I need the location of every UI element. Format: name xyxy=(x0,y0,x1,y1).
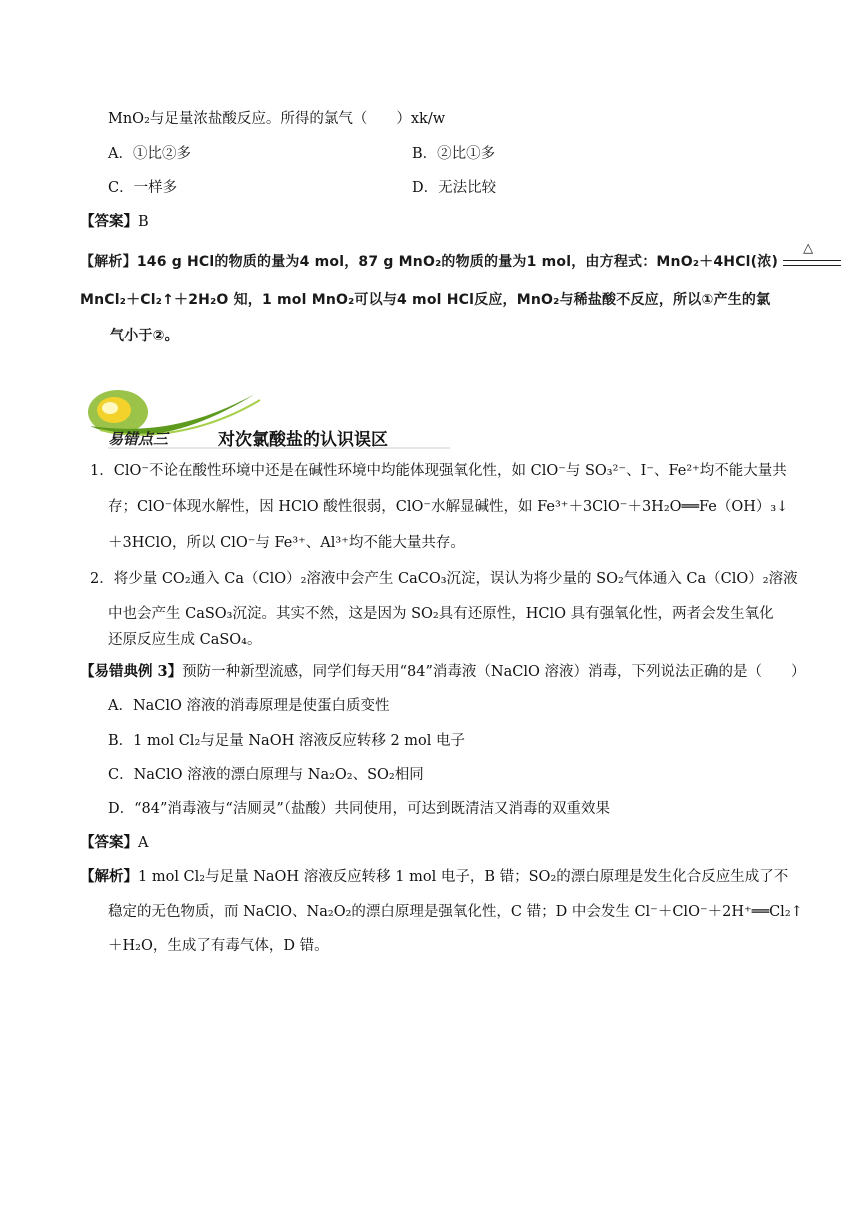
example-3-answer-row xyxy=(80,833,148,853)
example-3-explain-label: 【解析】 xyxy=(80,868,138,885)
example-3-explain-row xyxy=(80,867,788,887)
answer-value: B xyxy=(138,214,149,230)
answer-row xyxy=(80,212,149,232)
section-title: 对次氯酸盐的认识误区 xyxy=(218,430,388,450)
answer-label: 【答案】 xyxy=(80,213,138,230)
example-3-explain-line-1: 1 mol Cl₂与足量 NaOH 溶液反应转移 1 mol 电子，B 错；SO₂的漂白原理是发生化合反应生成了不 xyxy=(138,869,789,885)
explanation-line-1 xyxy=(80,241,841,271)
example-3-stem: 预防一种新型流感，同学们每天用“84”消毒液（NaClO 溶液）消毒，下列说法正确的是（ ） xyxy=(182,664,806,680)
option-c: C．一样多 xyxy=(108,180,178,196)
option-a: A．①比②多 xyxy=(108,146,191,162)
point-1-line-3: ＋3HClO，所以 ClO⁻与 Fe³⁺、Al³⁺均不能大量共存。 xyxy=(108,535,465,551)
point-2-line-3: 还原反应生成 CaSO₄。 xyxy=(108,632,262,648)
explanation-line-3: 气小于②。 xyxy=(110,328,179,344)
example-3-option-d: D．“84”消毒液与“洁厕灵”（盐酸）共同使用，可达到既清洁又消毒的双重效果 xyxy=(108,801,610,817)
point-1-line-1: 1．ClO⁻不论在酸性环境中还是在碱性环境中均能体现强氧化性，如 ClO⁻与 SO₃²⁻、I⁻、Fe²⁺均不能大量共 xyxy=(90,463,787,479)
example-3-option-c: C．NaClO 溶液的漂白原理与 Na₂O₂、SO₂相同 xyxy=(108,767,424,783)
point-2-line-2: 中也会产生 CaSO₃沉淀。其实不然，这是因为 SO₂具有还原性，HClO 具有强氧化性，两者会发生氧化 xyxy=(108,606,774,622)
example-3-explain-line-3: ＋H₂O，生成了有毒气体，D 错。 xyxy=(108,938,329,954)
explanation-text-1: 146 g HCl的物质的量为4 mol，87 g MnO₂的物质的量为1 mol，由方程式：MnO₂＋4HCl(浓) xyxy=(136,254,779,270)
section-label: 易错点三 xyxy=(108,430,169,448)
option-d: D．无法比较 xyxy=(412,180,497,196)
point-1-line-2: 存；ClO⁻体现水解性，因 HClO 酸性很弱，ClO⁻水解显碱性，如 Fe³⁺＋3ClO⁻＋3H₂O══Fe（OH）₃↓ xyxy=(108,499,789,515)
example-3-stem-row xyxy=(80,662,805,682)
question-stem-tail: MnO₂与足量浓盐酸反应。所得的氯气（ ）xk/w xyxy=(108,111,446,127)
example-3-explain-line-2: 稳定的无色物质，而 NaClO、Na₂O₂的漂白原理是强氧化性，C 错；D 中会发生 Cl⁻＋ClO⁻＋2H⁺══Cl₂↑ xyxy=(108,904,803,920)
example-3-option-b: B．1 mol Cl₂与足量 NaOH 溶液反应转移 2 mol 电子 xyxy=(108,733,466,749)
explanation-line-2: MnCl₂＋Cl₂↑＋2H₂O 知，1 mol MnO₂可以与4 mol HCl反应，MnO₂与稀盐酸不反应，所以①产生的氯 xyxy=(80,292,771,308)
example-3-answer-label: 【答案】 xyxy=(80,834,138,851)
explanation-image xyxy=(80,241,814,345)
example-3-label: 【易错典例 3】 xyxy=(80,663,183,680)
example-3-option-a: A．NaClO 溶液的消毒原理是使蛋白质变性 xyxy=(108,698,390,714)
option-b: B．②比①多 xyxy=(412,146,496,162)
example-3-answer-value: A xyxy=(138,835,149,851)
explanation-label: 【解析】 xyxy=(80,254,137,270)
point-2-line-1: 2．将少量 CO₂通入 Ca（ClO）₂溶液中会产生 CaCO₃沉淀，误认为将少量的 SO₂气体通入 Ca（ClO）₂溶液 xyxy=(90,571,798,587)
heat-arrow-icon: △ xyxy=(783,255,841,269)
